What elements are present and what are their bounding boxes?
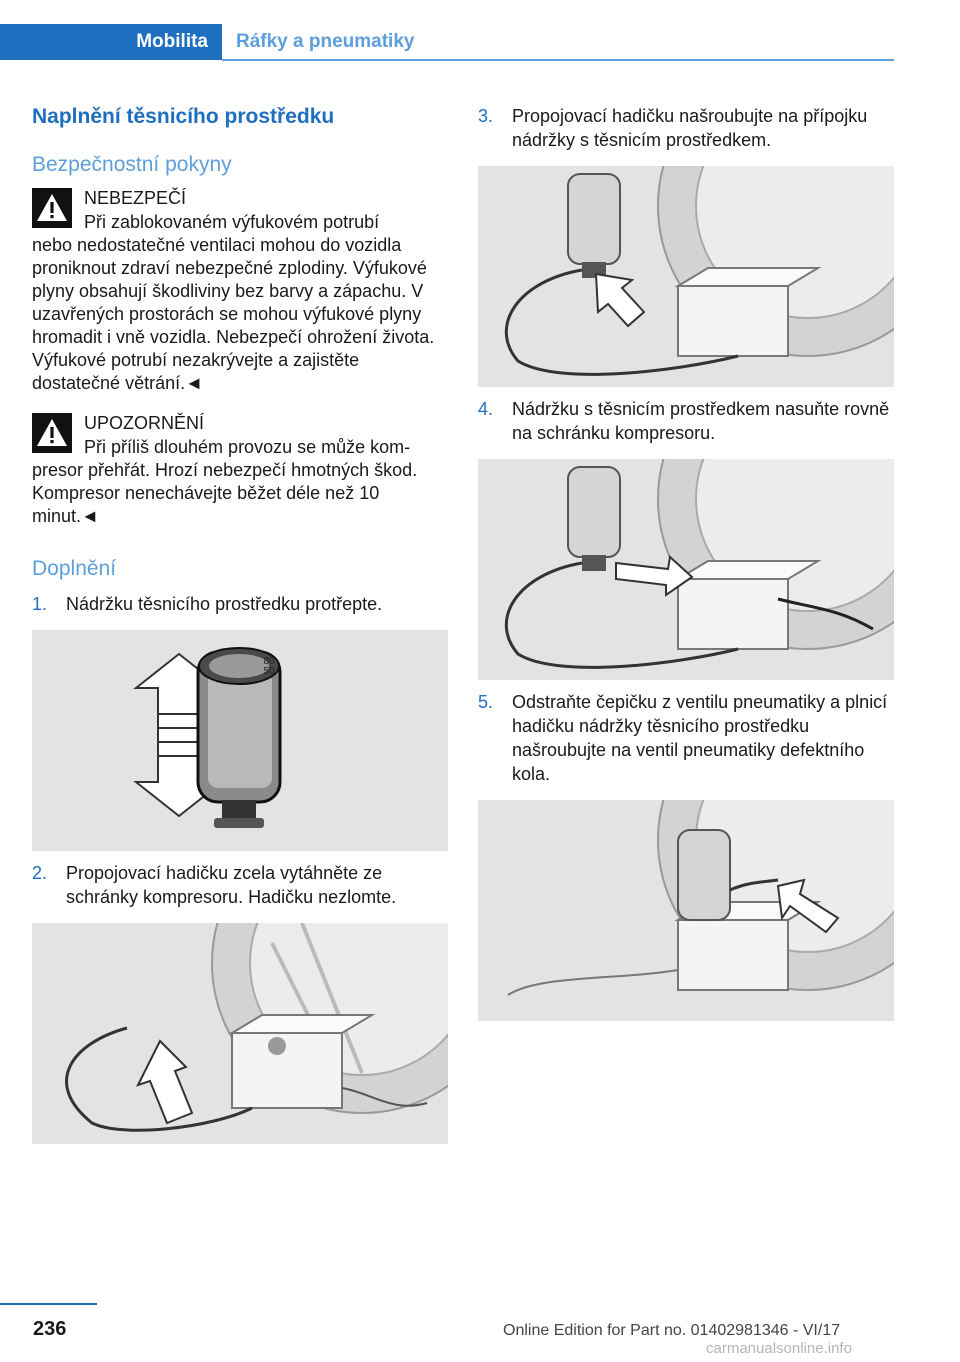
danger-warning xyxy=(32,186,450,395)
figure-connect-hose xyxy=(478,166,894,387)
watermark: carmanualsonline.info xyxy=(706,1340,852,1357)
tab-divider xyxy=(222,59,894,61)
step-number: 4. xyxy=(478,399,494,419)
figure-pull-hose xyxy=(32,923,448,1144)
connect-hose-illustration xyxy=(478,166,894,387)
footer-rule xyxy=(0,1303,97,1305)
step-number: 2. xyxy=(32,863,48,883)
left-column xyxy=(32,96,450,1150)
shake-bottle-illustration xyxy=(32,630,448,851)
step-text: Propojovací hadičku zcela vytáhněte ze schránky kompresoru. Hadičku nezlomte. xyxy=(66,863,397,907)
figure-connect-valve xyxy=(478,800,894,1021)
figure-attach-bottle xyxy=(478,459,894,680)
step-number: 3. xyxy=(478,106,494,126)
right-column xyxy=(478,96,896,1027)
step-number: 5. xyxy=(478,692,494,712)
caution-warning xyxy=(32,411,450,528)
page-title: Naplnění těsnicího prostředku xyxy=(32,105,335,128)
step-number: 1. xyxy=(32,594,48,614)
step-text: Nádržku s těsnicím prostředkem nasuňte rovně na schránku kompresoru. xyxy=(512,399,890,443)
step-text: Odstraňte čepičku z ventilu pneumatiky a plnicí hadičku nádržky těsnicího prostředku našroubujte na ventil pneumatiky defektního kola. xyxy=(512,692,888,784)
caution-title: UPOZORNĚNÍ xyxy=(84,413,205,433)
tab-mobilita[interactable]: Mobilita xyxy=(0,24,222,60)
tab-rafky-pneumatiky[interactable]: Ráfky a pneumatiky xyxy=(236,31,415,52)
warning-triangle-icon xyxy=(32,413,72,453)
warning-triangle-icon xyxy=(32,188,72,228)
caution-first-line: Při příliš dlouhém provozu se může kom- xyxy=(84,437,411,457)
attach-bottle-illustration xyxy=(478,459,894,680)
step-5 xyxy=(478,690,896,786)
danger-title: NEBEZPEČÍ xyxy=(84,188,187,208)
step-text: Nádržku těsnicího prostředku protřepte. xyxy=(66,594,383,614)
step-3 xyxy=(478,104,896,152)
caution-text: presor přehřát. Hrozí nebezpečí hmotných škod. Kompresor nenechávejte běžet déle než 10 minut.◄ xyxy=(32,460,418,526)
step-1 xyxy=(32,592,450,616)
figure-shake-bottle xyxy=(32,630,448,851)
fill-heading: Doplnění xyxy=(32,557,117,580)
safety-heading: Bezpečnostní pokyny xyxy=(32,153,232,176)
danger-first-line: Při zablokovaném výfukovém potrubí xyxy=(84,212,380,232)
page-number: 236 xyxy=(33,1318,67,1340)
step-4 xyxy=(478,397,896,445)
bottle-label: 80 50 xyxy=(263,656,275,677)
section-tabbar xyxy=(0,24,894,62)
danger-text: nebo nedostatečné ventilaci mohou do vozidla proniknout zdraví nebezpečné zplodiny. Výfukové plyny obsahují škodliviny bez barvy a zápachu. V uzavřených prostorách se mohou výfukové plyny hromadit i vně vozidla. Nebezpečí ohrožení života. Výfukové potrubí nezakrývejte a zajistěte dostatečné větrání.◄ xyxy=(32,235,435,393)
step-2 xyxy=(32,861,450,909)
connect-valve-illustration xyxy=(478,800,894,1021)
edition-text: Online Edition for Part no. 01402981346 - VI/17 xyxy=(503,1322,841,1339)
step-text: Propojovací hadičku našroubujte na přípojku nádržky s těsnicím prostředkem. xyxy=(512,106,868,150)
pull-hose-illustration xyxy=(32,923,448,1144)
